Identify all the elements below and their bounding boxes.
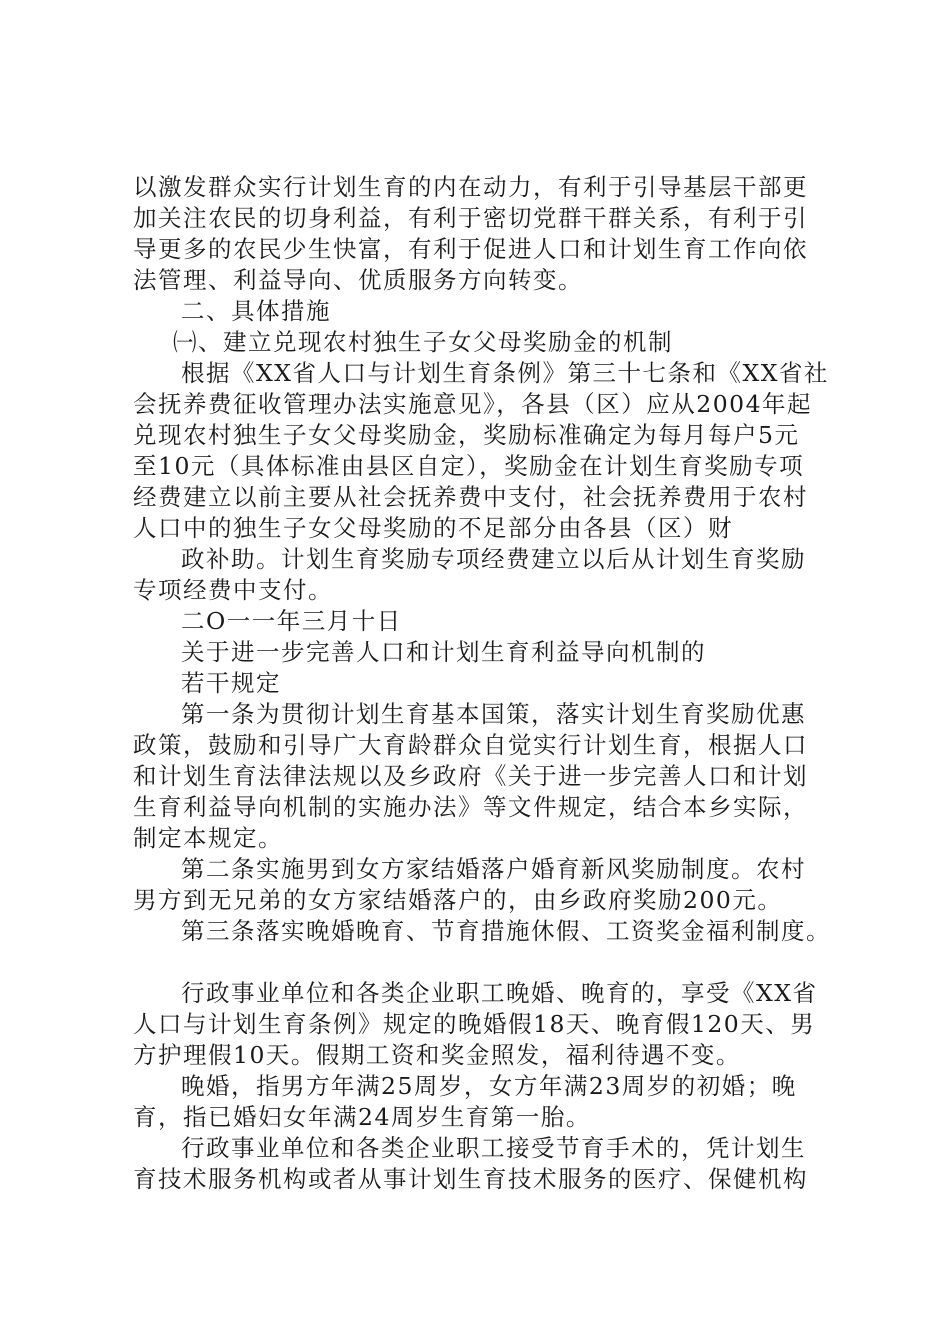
article-2: 第二条实施男到女方家结婚落户婚育新风奖励制度。农村 [181,855,806,883]
text-line: 行政事业单位和各类企业职工晚婚、晚育的，享受《XX省 [181,979,818,1007]
document-body [133,172,853,1195]
text-line: 晚婚，指男方年满25周岁，女方年满23周岁的初婚；晚 [181,1072,797,1100]
text-line: 制定本规定。 [133,824,283,852]
text-line: 根据《XX省人口与计划生育条例》第三十七条和《XX省社 [181,359,829,387]
text-line: 经费建立以前主要从社会抚养费中支付，社会抚养费用于农村 [133,483,808,511]
subsection-heading: ㈠、建立兑现农村独生子女父母奖励金的机制 [173,328,673,356]
text-line: 男方到无兄弟的女方家结婚落户的，由乡政府奖励200元。 [133,886,783,914]
text-line: 法管理、利益导向、优质服务方向转变。 [133,266,583,294]
text-line: 人口与计划生育条例》规定的晚婚假18天、晚育假120天、男 [133,1010,816,1038]
document-title: 关于进一步完善人口和计划生育利益导向机制的 [181,638,706,666]
section-heading: 二、具体措施 [181,297,331,325]
text-line: 行政事业单位和各类企业职工接受节育手术的，凭计划生 [181,1134,806,1162]
text-line: 政策，鼓励和引导广大育龄群众自觉实行计划生育，根据人口 [133,731,808,759]
article-1: 第一条为贯彻计划生育基本国策，落实计划生育奖励优惠 [181,700,806,728]
text-line: 会抚养费征收管理办法实施意见》，各县（区）应从2004年起 [133,390,813,418]
text-line: 生育利益导向机制的实施办法》等文件规定，结合本乡实际， [133,793,808,821]
text-line: 方护理假10天。假期工资和奖金照发，福利待遇不变。 [133,1041,741,1069]
text-line: 导更多的农民少生快富，有利于促进人口和计划生育工作向依 [133,235,808,263]
text-line: 兑现农村独生子女父母奖励金，奖励标准确定为每月每户5元 [133,421,800,449]
text-line: 和计划生育法律法规以及乡政府《关于进一步完善人口和计划 [133,762,808,790]
text-line: 专项经费中支付。 [133,576,333,604]
text-line: 人口中的独生子女父母奖励的不足部分由各县（区）财 [133,514,733,542]
text-line: 以激发群众实行计划生育的内在动力，有利于引导基层干部更 [133,173,808,201]
text-line: 育，指已婚妇女年满24周岁生育第一胎。 [133,1103,591,1131]
text-line: 育技术服务机构或者从事计划生育技术服务的医疗、保健机构 [133,1165,808,1193]
text-line: 政补助。计划生育奖励专项经费建立以后从计划生育奖励 [181,545,806,573]
date-line: 二O一一年三月十日 [181,607,402,635]
blank-line [133,947,853,978]
text-line: 加关注农民的切身利益，有利于密切党群干群关系，有利于引 [133,204,808,232]
text-line: 至10元（具体标准由县区自定），奖励金在计划生育奖励专项 [133,452,805,480]
article-3: 第三条落实晚婚晚育、节育措施休假、工资奖金福利制度。 [181,917,831,945]
document-title-continued: 若干规定 [181,669,281,697]
